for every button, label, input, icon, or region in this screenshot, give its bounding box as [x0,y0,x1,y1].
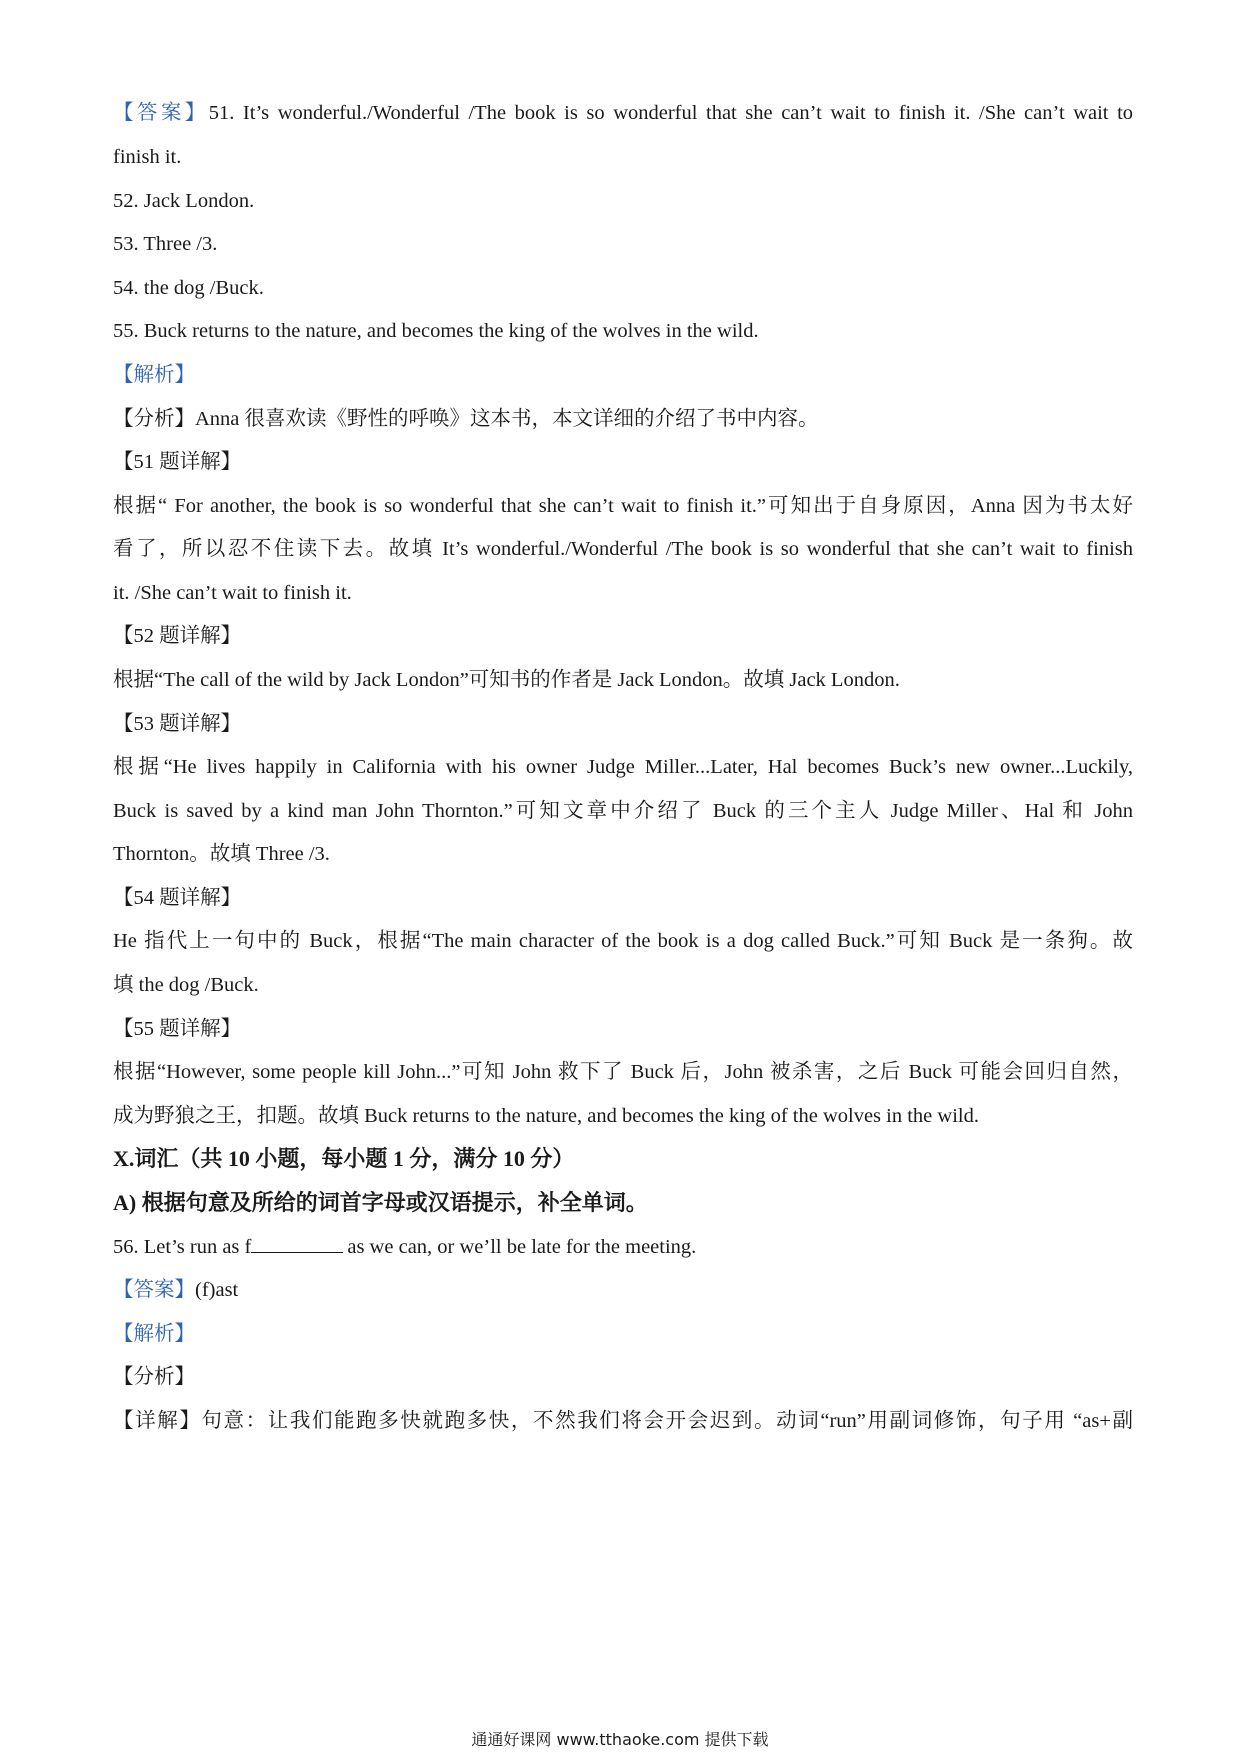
detail-53-line-3: Thornton。故填 Three /3. [113,843,330,865]
answer-56-text: (f)ast [195,1279,239,1301]
analysis-summary: 【分析】Anna 很喜欢读《野性的呼唤》这本书，本文详细的介绍了书中内容。 [113,408,819,430]
detail-53-heading: 【53 题详解】 [113,713,242,735]
section-x-heading: X.词汇（共 10 小题，每小题 1 分，满分 10 分） [113,1146,575,1171]
detail-55-heading: 【55 题详解】 [113,1018,242,1040]
answer-tag: 【答案】 [113,102,209,124]
section-a-instructions: A) 根据句意及所给的词首字母或汉语提示，补全单词。 [113,1190,648,1215]
detail-tag: 【详解】 [113,1410,202,1432]
detail-54-line-2: 填 the dog /Buck. [113,974,259,996]
detail-51-line-2: 看了，所以忍不住读下去。故填 It’s wonderful./Wonderful /The book is so wonderful that she can’t wait to finish [113,538,1133,560]
detail-54-line-1: He 指代上一句中的 Buck，根据“The main character of the book is a dog called Buck.”可知 Buck 是一条狗。故 [113,930,1133,952]
detail-56-text: 句意：让我们能跑多快就跑多快，不然我们将会开会迟到。动词“run”用副词修饰，句子用 “as+副 [201,1410,1133,1432]
detail-51-line-3: it. /She can’t wait to finish it. [113,582,352,604]
analysis-tag: 【解析】 [113,364,195,386]
detail-54-heading: 【54 题详解】 [113,887,242,909]
answer-56-line [113,1275,1133,1305]
detail-52-line-1: 根据“The call of the wild by Jack London”可知书的作者是 Jack London。故填 Jack London. [113,669,900,691]
answer-51-text: 51. It’s wonderful./Wonderful /The book is so wonderful that she can’t wait to finish it. /She can’t wait to [208,102,1134,124]
detail-51-heading: 【51 题详解】 [113,451,242,473]
answer-53: 53. Three /3. [113,233,218,255]
question-56 [113,1232,1133,1262]
analysis-heading-56: 【分析】 [113,1366,195,1388]
answer-51-cont: finish it. [113,146,182,168]
detail-55-line-1: 根据“However, some people kill John...”可知 John 救下了 Buck 后，John 被杀害，之后 Buck 可能会回归自然， [113,1061,1133,1083]
answer-51-line [113,98,1133,128]
detail-51-line-1: 根据“ For another, the book is so wonderful that she can’t wait to finish it.”可知出于自身原因，Anna 因为书太好 [113,495,1133,517]
answer-52: 52. Jack London. [113,190,255,212]
detail-53-line-2: Buck is saved by a kind man John Thornton.”可知文章中介绍了 Buck 的三个主人 Judge Miller、Hal 和 John [113,800,1133,822]
detail-56-line [113,1406,1133,1436]
analysis-tag-56: 【解析】 [113,1323,195,1345]
answer-55: 55. Buck returns to the nature, and becomes the king of the wolves in the wild. [113,320,759,342]
page-footer: 通通好课网 www.tthaoke.com 提供下载 [471,1730,769,1749]
fill-in-blank [251,1234,343,1253]
detail-52-heading: 【52 题详解】 [113,625,242,647]
detail-53-line-1: 根据“He lives happily in California with his owner Judge Miller...Later, Hal becomes Buck’s new owner...Luckily, [113,756,1133,778]
detail-55-line-2: 成为野狼之王，扣题。故填 Buck returns to the nature, and becomes the king of the wolves in the wild. [113,1105,979,1127]
question-56-end: as we can, or we’ll be late for the meeting. [347,1236,697,1258]
question-56-start: 56. Let’s run as f [113,1236,252,1258]
answer-tag: 【答案】 [113,1279,195,1301]
answer-54: 54. the dog /Buck. [113,277,264,299]
